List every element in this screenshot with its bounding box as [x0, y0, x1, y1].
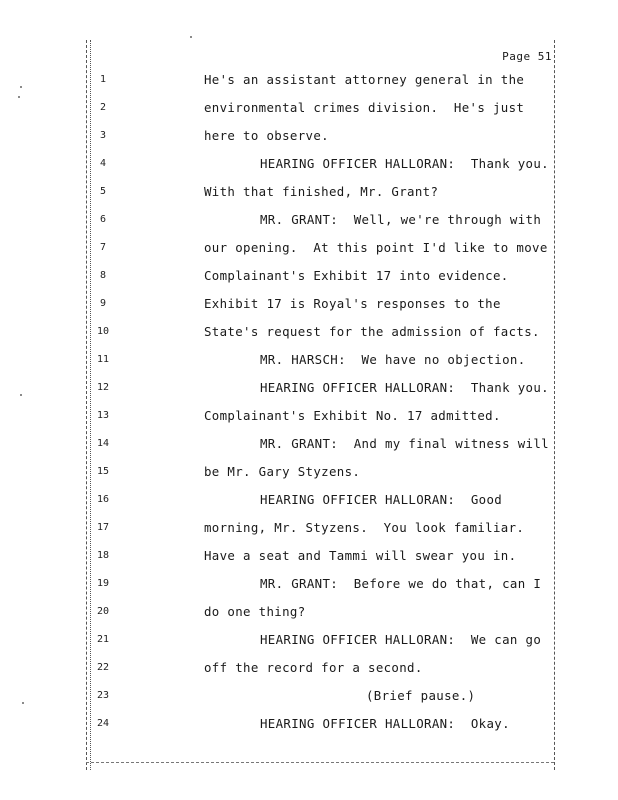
line-number: 6 — [99, 214, 107, 225]
line-number: 19 — [96, 578, 110, 589]
line-text: He's an assistant attorney general in the — [204, 72, 525, 87]
line-number: 10 — [96, 326, 110, 337]
line-number: 9 — [99, 298, 107, 309]
line-text: (Brief pause.) — [366, 688, 476, 703]
transcript-line — [0, 380, 618, 400]
transcript-line — [0, 100, 618, 120]
bottom-rule — [86, 762, 554, 763]
page-number-label: Page 51 — [502, 50, 552, 63]
line-number: 18 — [96, 550, 110, 561]
line-number: 17 — [96, 522, 110, 533]
line-text: MR. GRANT: Well, we're through with — [260, 212, 542, 227]
line-text: HEARING OFFICER HALLORAN: Thank you. — [260, 380, 549, 395]
transcript-line — [0, 240, 618, 260]
line-text: State's request for the admission of facts. — [204, 324, 540, 339]
line-text: With that finished, Mr. Grant? — [204, 184, 439, 199]
transcript-line — [0, 576, 618, 596]
line-text: morning, Mr. Styzens. You look familiar. — [204, 520, 525, 535]
line-text: here to observe. — [204, 128, 329, 143]
line-number: 14 — [96, 438, 110, 449]
line-text: Have a seat and Tammi will swear you in. — [204, 548, 517, 563]
line-text: Exhibit 17 is Royal's responses to the — [204, 296, 501, 311]
transcript-line — [0, 268, 618, 288]
line-number: 11 — [96, 354, 110, 365]
line-text: HEARING OFFICER HALLORAN: Thank you. — [260, 156, 549, 171]
line-number: 16 — [96, 494, 110, 505]
line-number: 2 — [99, 102, 107, 113]
line-text: HEARING OFFICER HALLORAN: We can go — [260, 632, 542, 647]
transcript-line — [0, 492, 618, 512]
line-number: 4 — [99, 158, 107, 169]
transcript-line — [0, 716, 618, 736]
transcript-line — [0, 352, 618, 372]
scan-speck — [22, 702, 24, 704]
line-text: MR. GRANT: Before we do that, can I — [260, 576, 542, 591]
transcript-line — [0, 436, 618, 456]
line-text: MR. HARSCH: We have no objection. — [260, 352, 526, 367]
transcript-line — [0, 548, 618, 568]
line-number: 7 — [99, 242, 107, 253]
scan-speck — [20, 394, 22, 396]
line-number: 13 — [96, 410, 110, 421]
line-text: do one thing? — [204, 604, 306, 619]
line-text: HEARING OFFICER HALLORAN: Okay. — [260, 716, 510, 731]
line-number: 21 — [96, 634, 110, 645]
line-number: 1 — [99, 74, 107, 85]
transcript-line — [0, 324, 618, 344]
line-text: HEARING OFFICER HALLORAN: Good — [260, 492, 503, 507]
line-text: off the record for a second. — [204, 660, 423, 675]
line-number: 15 — [96, 466, 110, 477]
scan-speck — [190, 36, 192, 38]
transcript-line — [0, 464, 618, 484]
transcript-line — [0, 156, 618, 176]
line-text: Complainant's Exhibit 17 into evidence. — [204, 268, 509, 283]
line-text: our opening. At this point I'd like to move — [204, 240, 548, 255]
scan-speck — [20, 86, 22, 88]
line-number: 8 — [99, 270, 107, 281]
line-text: be Mr. Gary Styzens. — [204, 464, 361, 479]
transcript-line — [0, 212, 618, 232]
transcript-line — [0, 660, 618, 680]
scan-speck — [18, 96, 20, 98]
line-number: 24 — [96, 718, 110, 729]
line-text: MR. GRANT: And my final witness will — [260, 436, 549, 451]
transcript-line — [0, 72, 618, 92]
transcript-line — [0, 688, 618, 708]
line-number: 20 — [96, 606, 110, 617]
line-number: 5 — [99, 186, 107, 197]
line-text: Complainant's Exhibit No. 17 admitted. — [204, 408, 501, 423]
transcript-line — [0, 296, 618, 316]
transcript-line — [0, 128, 618, 148]
line-text: environmental crimes division. He's just — [204, 100, 525, 115]
transcript-line — [0, 408, 618, 428]
transcript-line — [0, 604, 618, 624]
line-number: 23 — [96, 690, 110, 701]
transcript-line — [0, 520, 618, 540]
transcript-line — [0, 184, 618, 204]
line-number: 3 — [99, 130, 107, 141]
line-number: 22 — [96, 662, 110, 673]
transcript-line — [0, 632, 618, 652]
line-number: 12 — [96, 382, 110, 393]
